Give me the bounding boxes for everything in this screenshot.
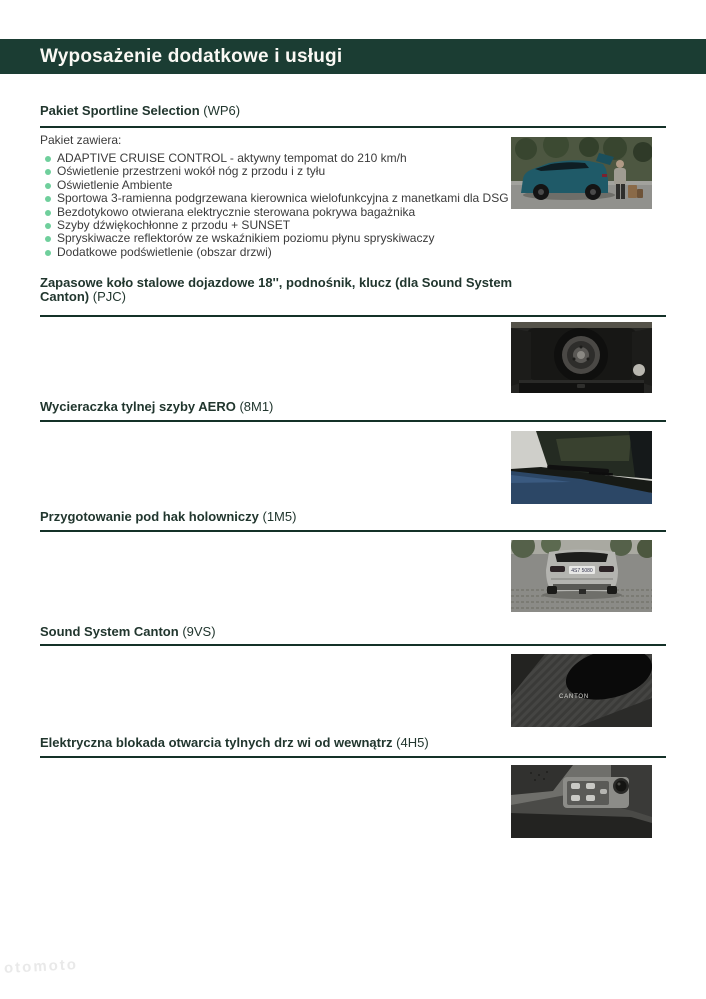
section-title: Przygotowanie pod hak holowniczy (40, 509, 259, 524)
section-code: (8M1) (239, 399, 274, 414)
page-header-bar (0, 39, 706, 74)
section-divider (40, 420, 666, 422)
section-code: (1M5) (262, 509, 297, 524)
list-item: Szyby dźwiękochłonne z przodu + SUNSET (40, 219, 508, 232)
rear-wiper-photo (511, 431, 652, 504)
section-divider (40, 126, 666, 128)
section-heading-towbar (40, 510, 545, 524)
list-item: Dodatkowe podświetlenie (obszar drzwi) (40, 246, 508, 259)
page-title: Wyposażenie dodatkowe i usługi (40, 45, 343, 67)
section-heading-sportline (40, 104, 545, 118)
section-title: Sound System Canton (40, 624, 179, 639)
license-plate-text: 4S7 5080 (571, 568, 593, 574)
section-heading-rear-wiper (40, 400, 545, 414)
section-divider (40, 644, 666, 646)
list-item: Bezdotykowo otwierana elektrycznie sterowana pokrywa bagażnika (40, 206, 508, 219)
list-item: ADAPTIVE CRUISE CONTROL - aktywny tempomat do 210 km/h (40, 152, 508, 165)
section-divider (40, 315, 666, 317)
package-items-list (40, 152, 508, 259)
section-divider (40, 530, 666, 532)
list-item: Sportowa 3-ramienna podgrzewana kierownica wielofunkcyjna z manetkami dla DSG (40, 192, 508, 205)
section-code: (4H5) (396, 735, 429, 750)
section-divider (40, 756, 666, 758)
list-item: Oświetlenie Ambiente (40, 179, 508, 192)
door-switches-photo (511, 765, 652, 838)
list-item: Oświetlenie przestrzeni wokół nóg z przodu i z tyłu (40, 165, 508, 178)
car-trunk-loading-photo (511, 137, 652, 209)
section-title: Zapasowe koło stalowe dojazdowe 18'', podnośnik, klucz (dla Sound System Canton) (40, 275, 513, 304)
section-heading-spare-wheel (40, 276, 545, 304)
canton-logo-text: CANTON (559, 694, 590, 700)
section-title: Elektryczna blokada otwarcia tylnych drz wi od wewnątrz (40, 735, 393, 750)
section-title: Pakiet Sportline Selection (40, 103, 200, 118)
watermark: otomoto (3, 956, 79, 977)
car-rear-towbar-photo (511, 540, 652, 612)
section-code: (9VS) (182, 624, 216, 639)
section-heading-canton (40, 625, 545, 639)
canton-speaker-photo (511, 654, 652, 727)
section-heading-door-lock (40, 736, 545, 750)
section-title: Wycieraczka tylnej szyby AERO (40, 399, 236, 414)
package-intro: Pakiet zawiera: (40, 133, 122, 147)
section-code: (PJC) (92, 289, 126, 304)
list-item: Spryskiwacze reflektorów ze wskaźnikiem poziomu płynu spryskiwaczy (40, 232, 508, 245)
spare-wheel-trunk-photo (511, 322, 652, 393)
section-code: (WP6) (203, 103, 241, 118)
